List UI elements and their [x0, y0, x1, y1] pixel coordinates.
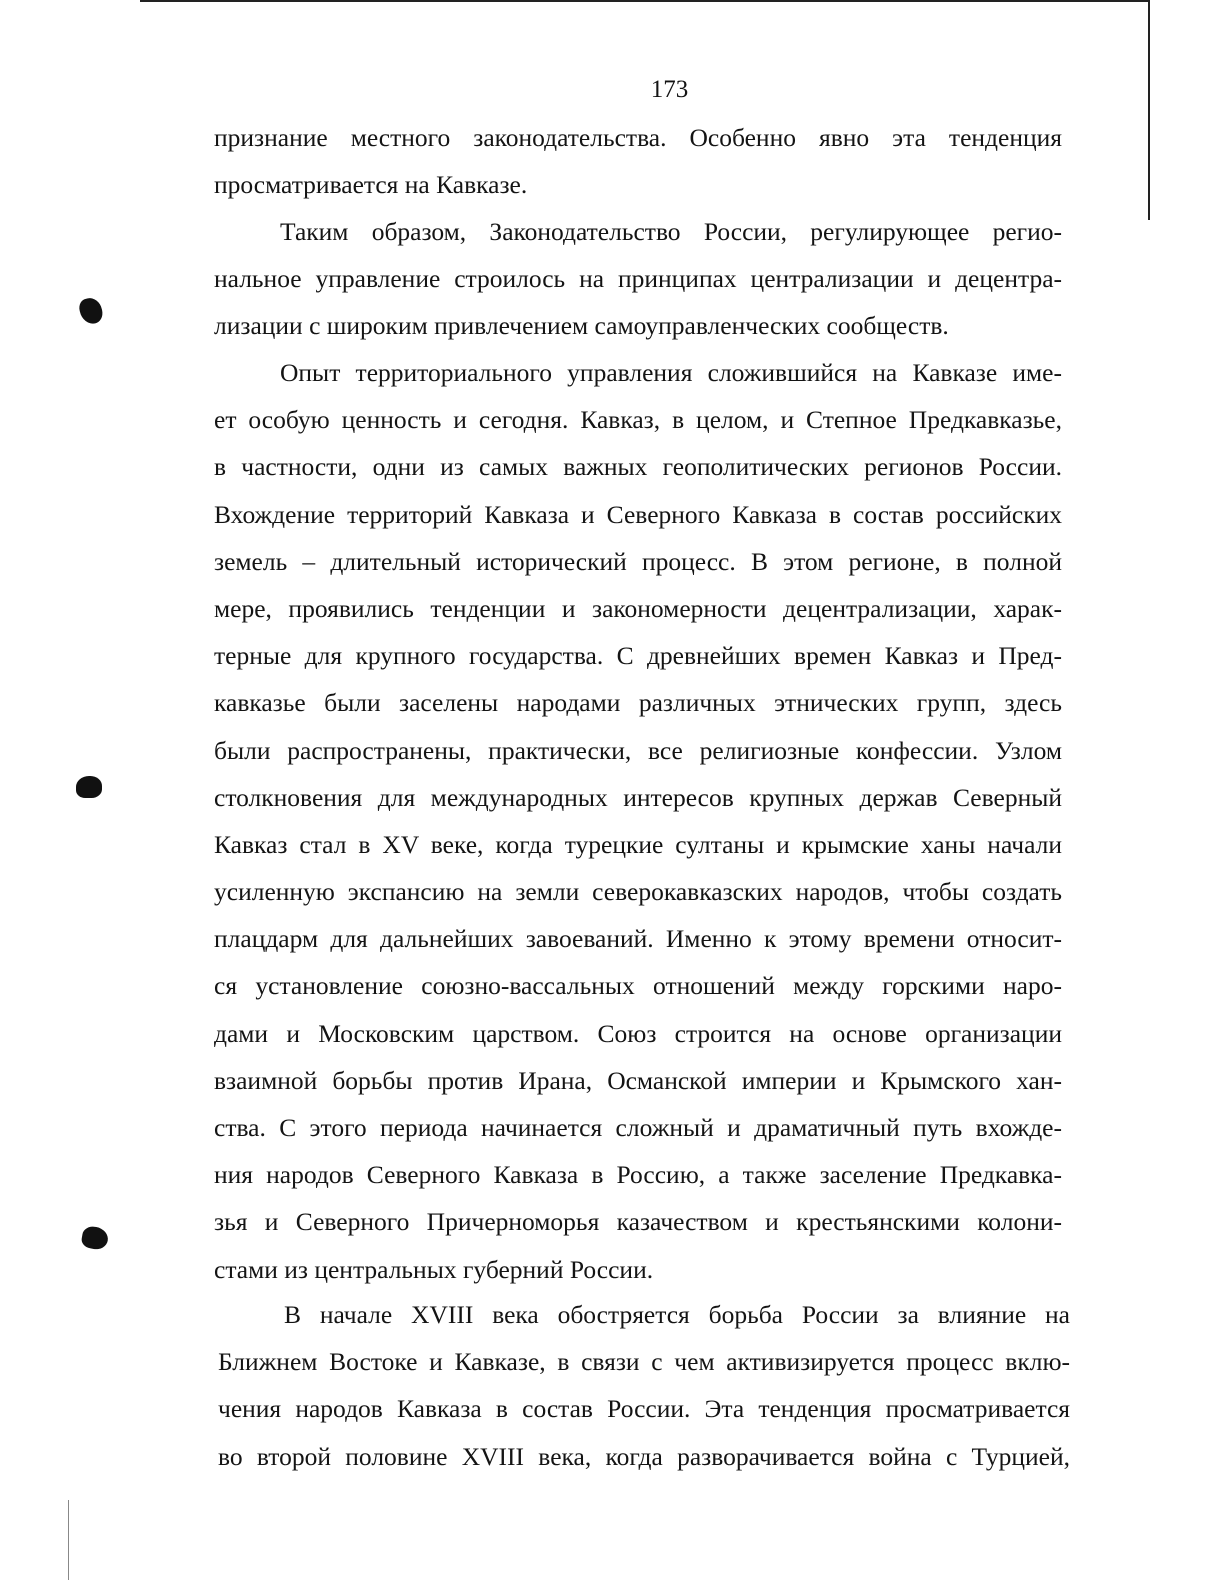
text-line: признание местного законодательства. Особенно явно эта тенденция	[214, 123, 1062, 152]
scan-edge-left	[68, 1500, 69, 1580]
text-line: лизации с широким привлечением самоуправленческих сообществ.	[214, 311, 949, 341]
text-line: во второй половине XVIII века, когда разворачивается война с Турцией,	[218, 1441, 1070, 1471]
text-line: Опыт территориального управления сложившийся на Кавказе име-	[280, 358, 1062, 387]
paragraph-2	[214, 208, 1062, 350]
scan-edge-top	[140, 0, 1150, 2]
text-line: просматривается на Кавказе.	[214, 170, 528, 200]
scan-edge-right	[1148, 0, 1150, 220]
text-line: мере, проявились тенденции и закономерности децентрализации, харак-	[214, 593, 1062, 623]
text-line: взаимной борьбы против Ирана, Османской империи и Крымского хан-	[214, 1065, 1062, 1095]
text-line: В начале XVIII века обостряется борьба России за влияние на	[284, 1300, 1070, 1329]
text-line: столкновения для международных интересов крупных держав Северный	[214, 782, 1062, 812]
paragraph-1	[214, 114, 1062, 208]
text-line: ства. С этого периода начинается сложный и драматичный путь вхожде-	[214, 1113, 1062, 1142]
text-line: усиленную экспансию на земли северокавказских народов, чтобы создать	[214, 877, 1062, 907]
text-line: Вхождение территорий Кавказа и Северного Кавказа в состав российских	[214, 499, 1062, 529]
text-line: Таким образом, Законодательство России, регулирующее регио-	[280, 217, 1062, 246]
hole-punch-mark	[80, 1225, 109, 1251]
text-line: были распространены, практически, все религиозные конфессии. Узлом	[214, 735, 1062, 765]
hole-punch-mark	[76, 776, 102, 798]
text-line: дами и Московским царством. Союз строится на основе организации	[214, 1018, 1062, 1048]
text-line: ся установление союзно-вассальных отношений между горскими наро-	[214, 971, 1062, 1001]
text-line: земель – длительный исторический процесс. В этом регионе, в полной	[214, 546, 1062, 576]
paragraph-4	[218, 1291, 1070, 1480]
paragraph-3	[214, 349, 1062, 1293]
text-line: Ближнем Востоке и Кавказе, в связи с чем активизируется процесс вклю-	[218, 1347, 1070, 1377]
text-line: нальное управление строилось на принципах централизации и децентра-	[214, 264, 1062, 294]
text-line: ния народов Северного Кавказа в Россию, а также заселение Предкавка-	[214, 1160, 1062, 1190]
hole-punch-mark	[78, 296, 105, 326]
text-line: кавказье были заселены народами различных этнических групп, здесь	[214, 688, 1062, 718]
text-line: плацдарм для дальнейших завоеваний. Именно к этому времени относит-	[214, 924, 1062, 954]
text-line: ет особую ценность и сегодня. Кавказ, в целом, и Степное Предкавказье,	[214, 405, 1062, 435]
text-line: зья и Северного Причерноморья казачеством и крестьянскими колони-	[214, 1207, 1062, 1237]
text-line: стами из центральных губерний России.	[214, 1254, 654, 1284]
text-line: чения народов Кавказа в состав России. Эта тенденция просматривается	[218, 1394, 1070, 1424]
page-number: 173	[650, 76, 689, 103]
text-line: в частности, одни из самых важных геополитических регионов России.	[214, 452, 1062, 482]
text-line: Кавказ стал в XV веке, когда турецкие султаны и крымские ханы начали	[214, 829, 1062, 859]
text-line: терные для крупного государства. С древнейших времен Кавказ и Пред-	[214, 641, 1062, 671]
